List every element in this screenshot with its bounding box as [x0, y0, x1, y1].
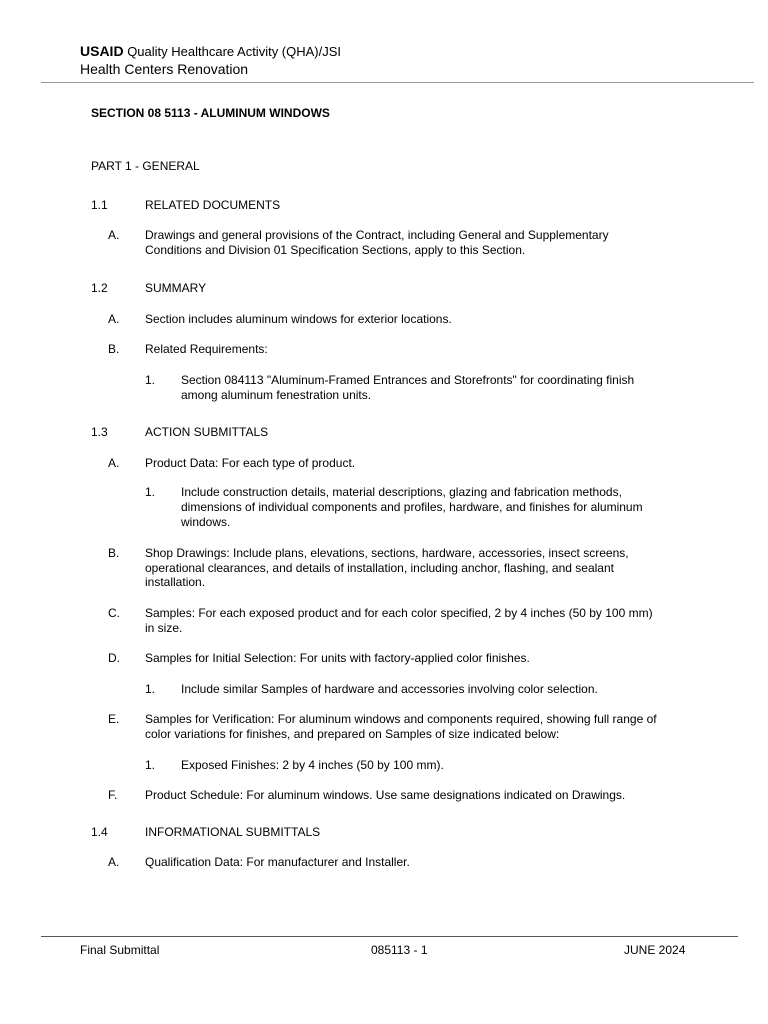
paragraph-line: Qualification Data: For manufacturer and Installer.	[145, 855, 410, 869]
paragraph-letter: A.	[108, 456, 120, 470]
subparagraph-number: 1.	[145, 485, 156, 499]
paragraph-block	[145, 546, 678, 590]
article-title: SUMMARY	[145, 281, 207, 295]
paragraph-line: Drawings and general provisions of the Contract, including General and Supplementary	[145, 228, 609, 242]
brand-name: USAID	[80, 43, 124, 59]
paragraph-line: among aluminum fenestration units.	[181, 388, 372, 402]
paragraph-letter: E.	[108, 712, 120, 726]
paragraph-line: Samples: For each exposed product and for each color specified, 2 by 4 inches (50 by 100 mm)	[145, 606, 653, 620]
paragraph-line: Conditions and Division 01 Specification Sections, apply to this Section.	[145, 243, 526, 257]
section-title: SECTION 08 5113 - ALUMINUM WINDOWS	[91, 106, 330, 120]
paragraph-letter: D.	[108, 651, 120, 665]
paragraph-letter: C.	[108, 606, 120, 620]
project-name: Health Centers Renovation	[80, 61, 249, 77]
paragraph-line: Include construction details, material descriptions, glazing and fabrication methods,	[181, 485, 622, 499]
paragraph-letter: F.	[108, 788, 118, 802]
article-number: 1.2	[91, 281, 108, 295]
page-header	[80, 43, 341, 78]
paragraph-letter: B.	[108, 342, 120, 356]
paragraph-line: Section includes aluminum windows for exterior locations.	[145, 312, 452, 326]
article-number: 1.1	[91, 198, 108, 212]
paragraph-line: Section 084113 "Aluminum-Framed Entrances and Storefronts" for coordinating finish	[181, 373, 635, 387]
subparagraph-number: 1.	[145, 373, 156, 387]
article-title: ACTION SUBMITTALS	[145, 425, 269, 439]
paragraph-letter: A.	[108, 228, 120, 242]
paragraph-line: Exposed Finishes: 2 by 4 inches (50 by 100 mm).	[181, 758, 444, 772]
subparagraph-number: 1.	[145, 758, 156, 772]
paragraph-line: color variations for finishes, and prepared on Samples of size indicated below:	[145, 727, 560, 741]
header-divider	[41, 82, 754, 83]
footer-page-number: 085113 - 1	[371, 943, 428, 957]
article-title: INFORMATIONAL SUBMITTALS	[145, 825, 321, 839]
paragraph-line: Include similar Samples of hardware and accessories involving color selection.	[181, 682, 598, 696]
footer-left: Final Submittal	[80, 943, 160, 957]
paragraph-letter: A.	[108, 855, 120, 869]
org-name: Quality Healthcare Activity (QHA)/JSI	[127, 44, 342, 59]
article-number: 1.4	[91, 825, 108, 839]
paragraph-letter: A.	[108, 312, 120, 326]
subparagraph-number: 1.	[145, 682, 156, 696]
article-title: RELATED DOCUMENTS	[145, 198, 281, 212]
org-line	[80, 43, 341, 60]
paragraph-line: in size.	[145, 621, 183, 635]
part-title: PART 1 - GENERAL	[91, 159, 200, 173]
article-number: 1.3	[91, 425, 108, 439]
paragraph-line: dimensions of individual components and profiles, hardware, and finishes for aluminum	[181, 500, 643, 514]
paragraph-line: Samples for Initial Selection: For units with factory-applied color finishes.	[145, 651, 530, 665]
footer-divider	[41, 936, 738, 937]
paragraph-line: operational clearances, and details of installation, including anchor, flashing, and sealant	[145, 560, 614, 575]
paragraph-line: installation.	[145, 575, 206, 589]
footer-date: JUNE 2024	[624, 943, 686, 957]
paragraph-letter: B.	[108, 546, 120, 560]
paragraph-line: windows.	[181, 515, 231, 529]
paragraph-line: Product Schedule: For aluminum windows. Use same designations indicated on Drawings.	[145, 788, 626, 802]
paragraph-line: Product Data: For each type of product.	[145, 456, 356, 470]
paragraph-line: Shop Drawings: Include plans, elevations, sections, hardware, accessories, insect screens,	[145, 546, 629, 560]
paragraph-line: Related Requirements:	[145, 342, 268, 356]
paragraph-line: Samples for Verification: For aluminum windows and components required, showing full range of	[145, 712, 657, 726]
